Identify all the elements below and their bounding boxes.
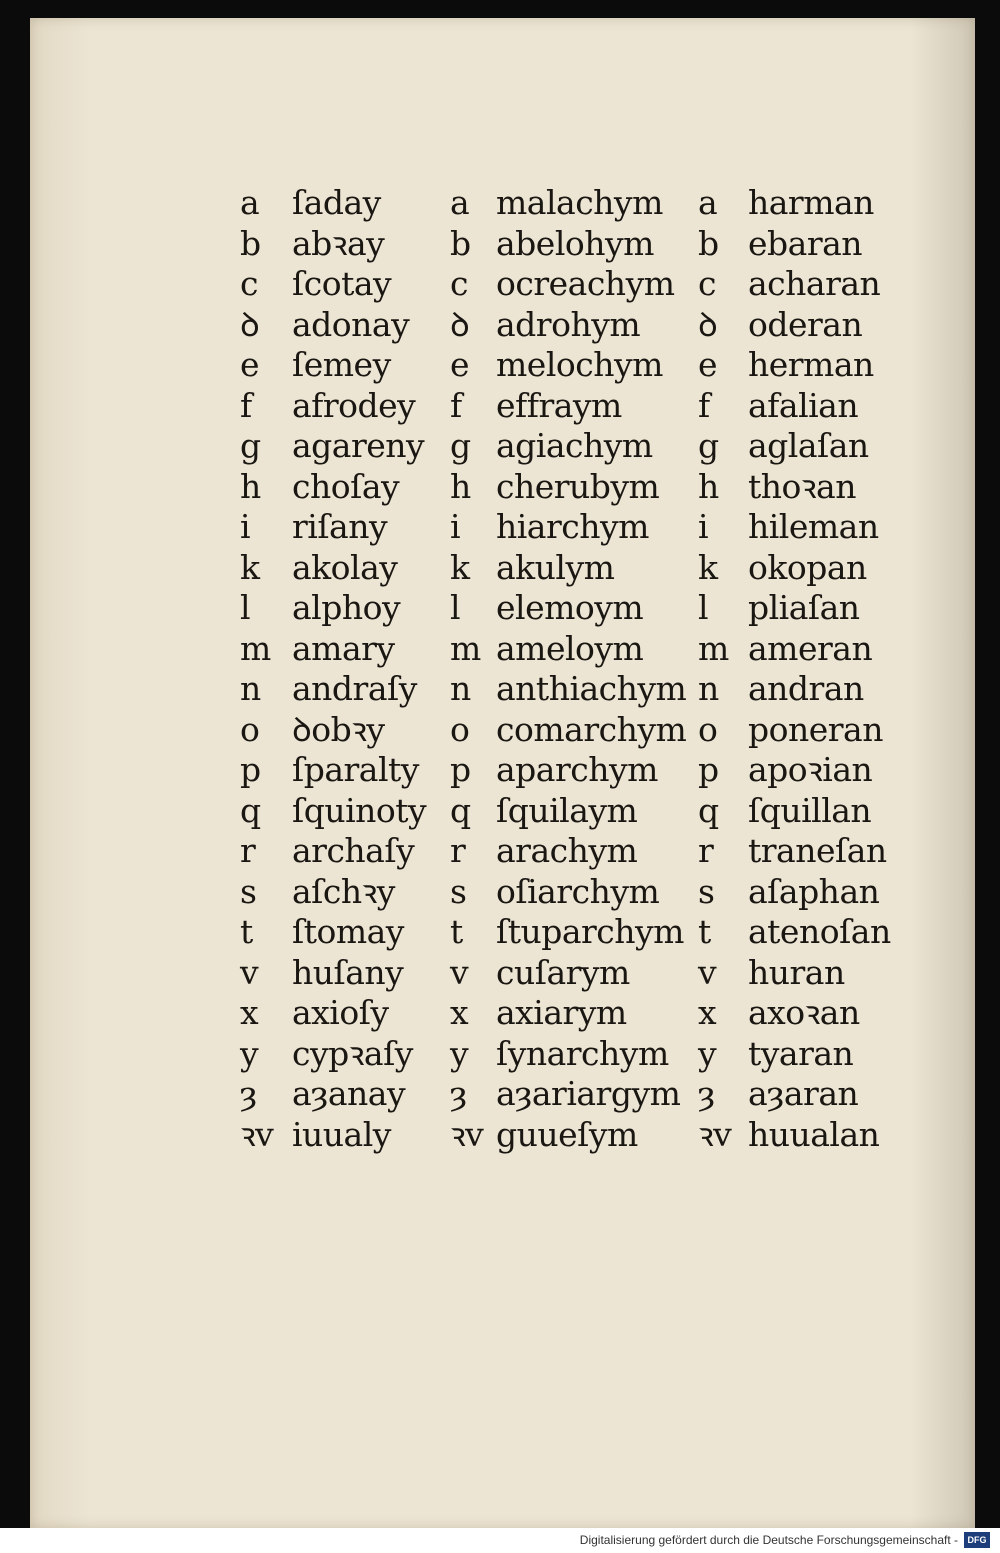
letter-col3: f	[698, 385, 710, 425]
letter-col2: m	[450, 628, 481, 668]
letter-col3: ꝺ	[698, 304, 718, 344]
letter-col3: p	[698, 750, 719, 789]
letter-col3: r	[698, 831, 714, 870]
word-col3: andran	[748, 669, 864, 708]
word-col2: cuſarym	[496, 952, 630, 992]
word-col1: huſany	[292, 952, 404, 992]
word-col1: cypꝛaſy	[292, 1033, 413, 1073]
letter-col2: t	[450, 912, 463, 951]
word-col1: aȝanay	[292, 1074, 406, 1113]
letter-col2: n	[450, 669, 471, 708]
word-col2: effraym	[496, 385, 622, 425]
word-col3: thoꝛan	[748, 466, 856, 506]
footer-bar	[0, 1528, 1000, 1553]
letter-col1: ȝ	[240, 1074, 257, 1113]
letter-col3: n	[698, 669, 719, 708]
word-col2: ſynarchym	[496, 1033, 669, 1073]
word-col1: adonay	[292, 304, 410, 344]
word-col3: herman	[748, 345, 874, 384]
word-col3: huualan	[748, 1114, 880, 1154]
word-col1: amary	[292, 628, 395, 668]
word-col1: aſchꝛy	[292, 871, 395, 911]
letter-col3: o	[698, 709, 718, 749]
word-col1: ſtomay	[292, 912, 404, 951]
word-col3: axoꝛan	[748, 993, 860, 1032]
letter-col1: h	[240, 466, 261, 506]
letter-col1: v	[240, 952, 259, 992]
letter-col2: y	[450, 1033, 469, 1073]
letter-col1: b	[240, 223, 261, 263]
letter-col1: n	[240, 669, 261, 708]
word-col3: apoꝛian	[748, 750, 873, 789]
letter-col3: t	[698, 912, 711, 951]
word-col2: abelohym	[496, 223, 654, 263]
word-col3: oderan	[748, 304, 863, 344]
letter-col1: l	[240, 588, 251, 627]
word-col1: ſparalty	[292, 750, 419, 789]
letter-col2: ꝛv	[450, 1114, 484, 1154]
letter-col2: b	[450, 223, 471, 263]
word-col2: axiarym	[496, 993, 627, 1032]
word-col1: abꝛay	[292, 223, 385, 263]
letter-col3: e	[698, 345, 718, 384]
letter-col2: r	[450, 831, 466, 870]
letter-col3: b	[698, 223, 719, 263]
word-col3: okopan	[748, 547, 867, 587]
word-col1: akolay	[292, 547, 398, 587]
word-col3: ebaran	[748, 223, 863, 263]
word-col1: iuualy	[292, 1114, 391, 1154]
word-col3: traneſan	[748, 831, 887, 870]
word-col3: pliaſan	[748, 588, 860, 627]
word-col3: aſaphan	[748, 871, 880, 911]
letter-col2: a	[450, 183, 470, 222]
letter-col1: e	[240, 345, 260, 384]
letter-col2: s	[450, 871, 467, 911]
letter-col2: l	[450, 588, 461, 627]
word-col1: ſquinoty	[292, 790, 427, 830]
word-col1: ſcotay	[292, 264, 392, 303]
letter-col2: x	[450, 993, 469, 1032]
word-col1: ſemey	[292, 345, 391, 384]
word-col2: elemoym	[496, 588, 644, 627]
word-col2: aȝariargym	[496, 1074, 681, 1113]
letter-col3: m	[698, 628, 729, 668]
word-col2: melochym	[496, 345, 663, 384]
letter-col1: ꝺ	[240, 304, 260, 344]
letter-col2: i	[450, 507, 461, 546]
letter-col3: s	[698, 871, 715, 911]
dfg-logo: DFG	[964, 1532, 990, 1548]
word-col3: huran	[748, 952, 845, 992]
word-col1: ꝺobꝛy	[292, 709, 385, 749]
word-col2: adrohym	[496, 304, 641, 344]
letter-col3: ꝛv	[698, 1114, 732, 1154]
letter-col1: x	[240, 993, 259, 1032]
letter-col2: ꝺ	[450, 304, 470, 344]
word-col2: arachym	[496, 831, 638, 870]
word-col3: aglaſan	[748, 426, 869, 465]
footer-credit: Digitalisierung gefördert durch die Deutsche Forschungsgemeinschaft -	[579, 1533, 958, 1547]
letter-col2: c	[450, 264, 468, 303]
word-col2: anthiachym	[496, 669, 687, 708]
letter-col1: i	[240, 507, 251, 546]
letter-col1: c	[240, 264, 258, 303]
letter-col2: k	[450, 547, 470, 587]
word-col3: poneran	[748, 709, 883, 749]
letter-col3: a	[698, 183, 718, 222]
letter-col3: ȝ	[698, 1074, 715, 1113]
letter-col1: q	[240, 790, 261, 830]
letter-col3: c	[698, 264, 716, 303]
word-col1: axioſy	[292, 993, 389, 1032]
letter-col3: y	[698, 1033, 717, 1073]
letter-col1: o	[240, 709, 260, 749]
letter-col1: ꝛv	[240, 1114, 274, 1154]
word-col2: guueſym	[496, 1114, 638, 1154]
letter-col3: x	[698, 993, 717, 1032]
word-col3: aȝaran	[748, 1074, 859, 1113]
word-col2: ocreachym	[496, 264, 675, 303]
letter-col3: h	[698, 466, 719, 506]
word-col2: hiarchym	[496, 507, 649, 546]
letter-col2: g	[450, 426, 471, 465]
letter-col1: s	[240, 871, 257, 911]
letter-col1: t	[240, 912, 253, 951]
letter-col1: f	[240, 385, 252, 425]
letter-col2: p	[450, 750, 471, 789]
letter-col2: h	[450, 466, 471, 506]
letter-col2: o	[450, 709, 470, 749]
word-col2: ſquilaym	[496, 790, 638, 830]
word-col2: agiachym	[496, 426, 653, 465]
letter-col2: e	[450, 345, 470, 384]
word-col3: ſquillan	[748, 790, 872, 830]
letter-col2: q	[450, 790, 471, 830]
word-col2: ameloym	[496, 628, 644, 668]
word-col1: agareny	[292, 426, 425, 465]
word-col2: comarchym	[496, 709, 687, 749]
word-col3: afalian	[748, 385, 859, 425]
letter-col3: q	[698, 790, 719, 830]
word-col2: oſiarchym	[496, 871, 660, 911]
word-col1: choſay	[292, 466, 400, 506]
letter-col1: p	[240, 750, 261, 789]
letter-col2: v	[450, 952, 469, 992]
word-col2: ſtuparchym	[496, 912, 684, 951]
word-col1: ſaday	[292, 183, 381, 222]
letter-col1: k	[240, 547, 260, 587]
word-col3: tyaran	[748, 1033, 854, 1073]
word-col1: riſany	[292, 507, 388, 546]
letter-col2: ȝ	[450, 1074, 467, 1113]
letter-col3: k	[698, 547, 718, 587]
word-col3: acharan	[748, 264, 881, 303]
word-col1: andraſy	[292, 669, 417, 708]
letter-col3: g	[698, 426, 719, 465]
word-col3: ameran	[748, 628, 873, 668]
letter-col1: a	[240, 183, 260, 222]
letter-col3: v	[698, 952, 717, 992]
word-col1: archaſy	[292, 831, 415, 870]
word-col2: aparchym	[496, 750, 658, 789]
letter-col2: f	[450, 385, 462, 425]
word-col2: cherubym	[496, 466, 660, 506]
word-col1: alphoy	[292, 588, 401, 627]
word-col3: hileman	[748, 507, 879, 546]
word-col3: harman	[748, 183, 874, 222]
letter-col1: m	[240, 628, 271, 668]
letter-col1: y	[240, 1033, 259, 1073]
word-col2: malachym	[496, 183, 663, 222]
word-col3: atenoſan	[748, 912, 891, 951]
letter-col3: l	[698, 588, 709, 627]
letter-col3: i	[698, 507, 709, 546]
letter-col1: g	[240, 426, 261, 465]
letter-col1: r	[240, 831, 256, 870]
word-col1: afrodey	[292, 385, 416, 425]
word-col2: akulym	[496, 547, 615, 587]
